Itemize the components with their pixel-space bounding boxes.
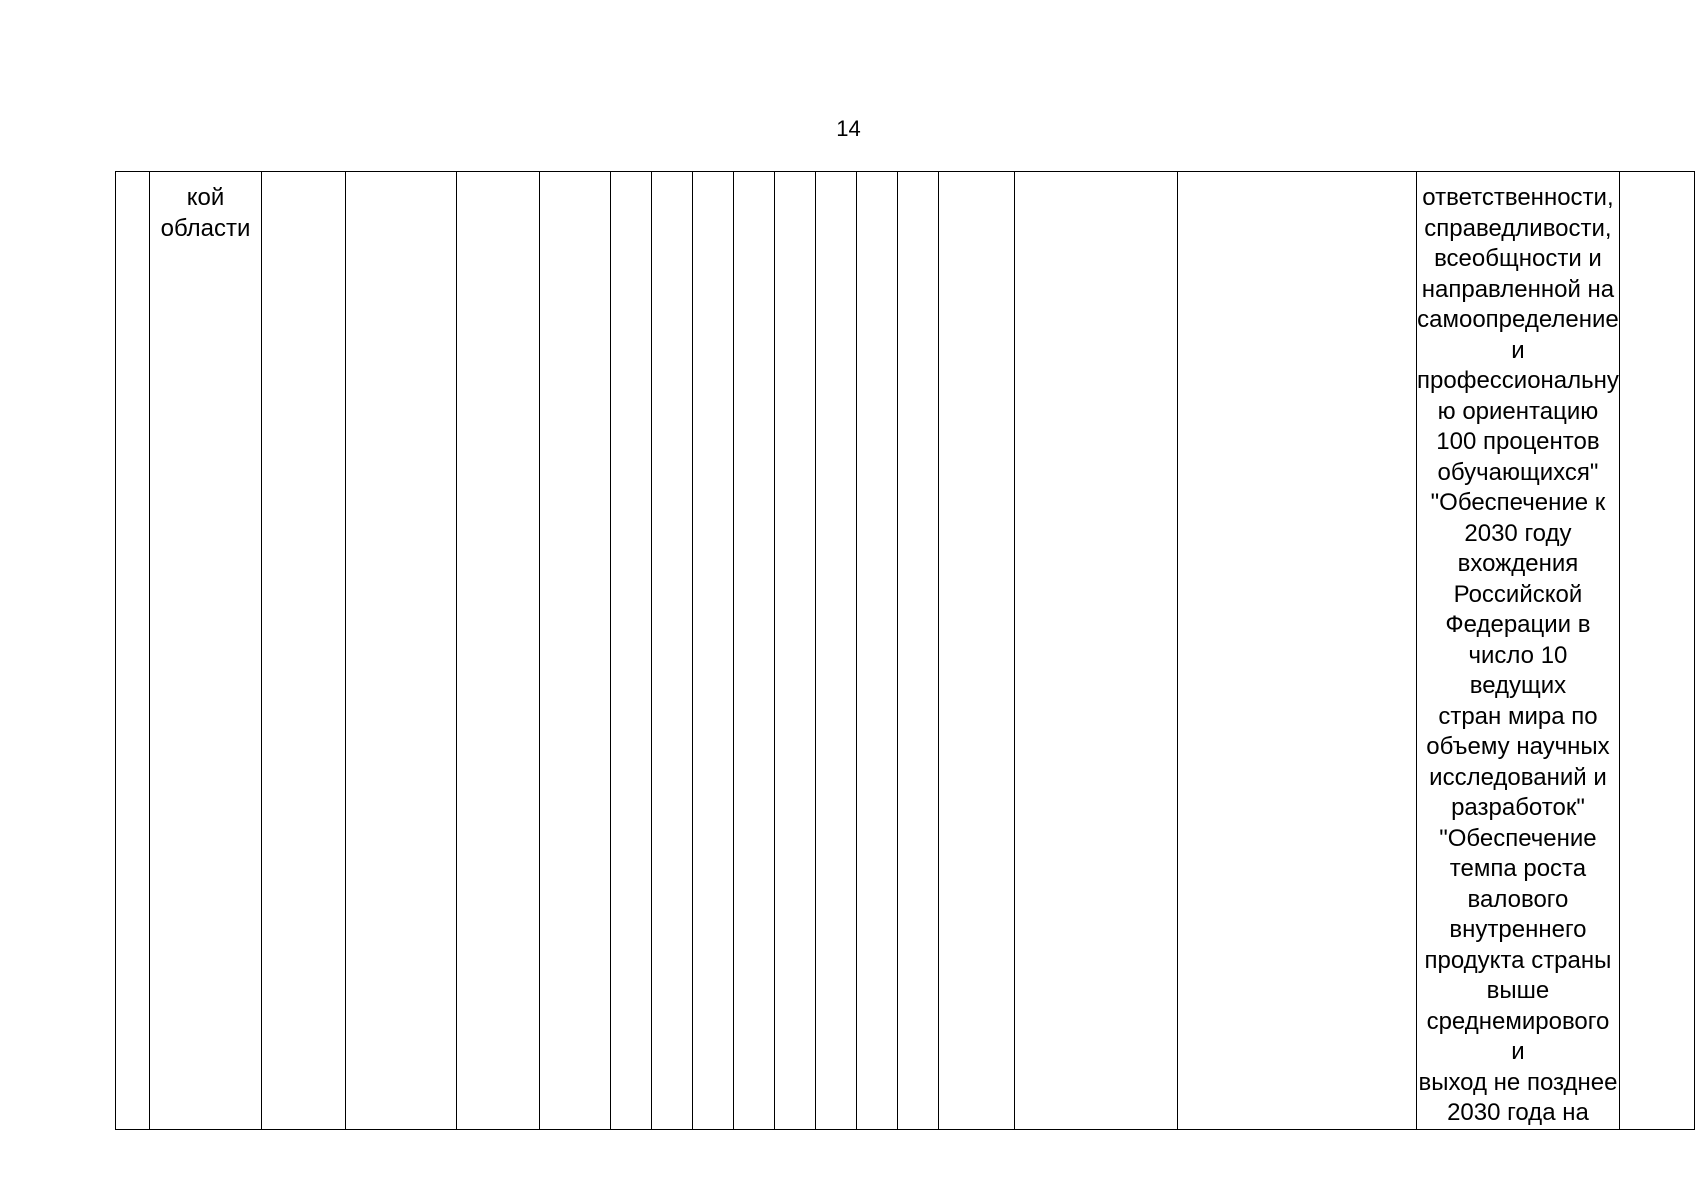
cell-text [540, 172, 610, 183]
table-cell [457, 172, 540, 1130]
table-cell [346, 172, 457, 1130]
table-cell [150, 172, 262, 1130]
table-cell [540, 172, 611, 1130]
table-cell [116, 172, 150, 1130]
table-cell [652, 172, 693, 1130]
cell-text [346, 172, 456, 183]
table-cell [939, 172, 1015, 1130]
table-cell [611, 172, 652, 1130]
cell-text [775, 172, 815, 183]
cell-text [898, 172, 938, 183]
table-cell [1178, 172, 1417, 1130]
table-cell [816, 172, 857, 1130]
cell-text [116, 172, 149, 183]
cell-text [939, 172, 1014, 183]
cell-text [457, 172, 539, 183]
table-cell [693, 172, 734, 1130]
table-row [116, 172, 1695, 1130]
cell-text [1178, 172, 1416, 183]
table-cell [1619, 172, 1694, 1130]
cell-text [816, 172, 856, 183]
table-cell [898, 172, 939, 1130]
cell-text: ответственности, справедливости, всеобщности и направленной на самоопределение и профессиональну ю ориентацию 100 процентов обучающихся" "Обеспечение к 2030 году вхождения Российской Федерации в число 10 ведущих стран мира по объему научных исследований и разработок" "Обеспечение темпа роста валового внутреннего продукта страны выше среднемирового и выход не позднее 2030 года на [1417, 184, 1619, 1126]
page-number: 14 [836, 116, 861, 141]
table-cell [775, 172, 816, 1130]
cell-text [262, 172, 345, 183]
continuation-table [115, 171, 1695, 1130]
cell-text [611, 172, 651, 183]
cell-text [652, 172, 692, 183]
cell-text [1015, 172, 1177, 183]
cell-text: кой области [160, 184, 251, 242]
table-cell [262, 172, 346, 1130]
table-cell [1417, 172, 1620, 1130]
table-cell [857, 172, 898, 1130]
cell-text [857, 172, 897, 183]
cell-text [693, 172, 733, 183]
cell-text [734, 172, 774, 183]
table-cell [734, 172, 775, 1130]
cell-text [1620, 172, 1694, 183]
table-cell [1015, 172, 1178, 1130]
